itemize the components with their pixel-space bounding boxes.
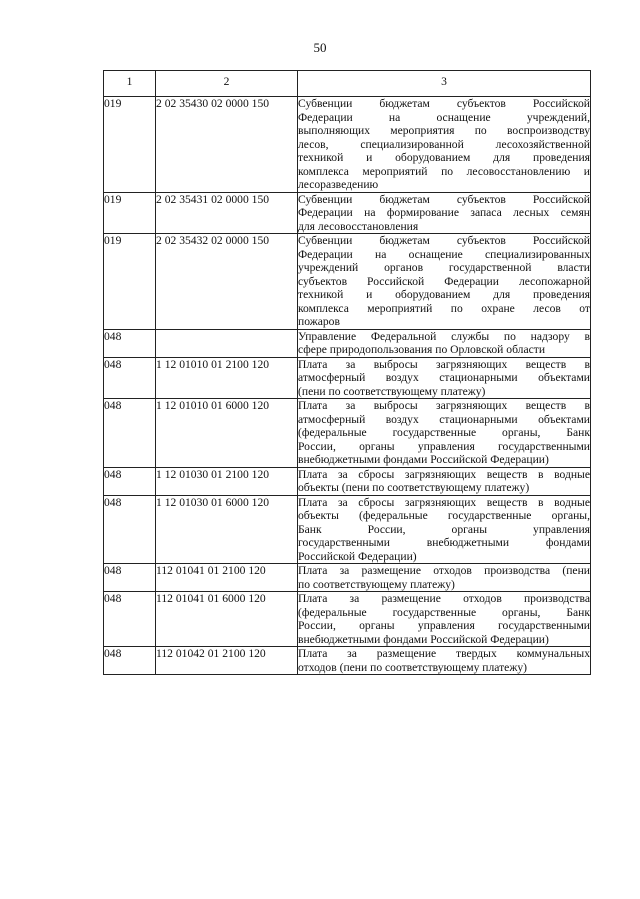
description-line: Плата за размещение отходов производства (298, 592, 590, 605)
description-line: (федеральные государственные органы, Банк (298, 605, 590, 619)
description-line: пожаров (298, 315, 340, 328)
description-line: России, органы управления государственными (298, 619, 590, 632)
budget-code-cell: 1 12 01010 01 2100 120 (156, 357, 298, 399)
description-cell (298, 329, 591, 357)
table-row (104, 234, 591, 330)
description-line: Субвенции бюджетам субъектов Российской (298, 192, 590, 206)
table-row (104, 564, 591, 592)
description-cell (298, 495, 591, 564)
description-line: Субвенции бюджетам субъектов Российской (298, 97, 590, 110)
admin-code-cell: 019 (104, 234, 156, 330)
budget-code-cell: 2 02 35432 02 0000 150 (156, 234, 298, 330)
description-line: государственными внебюджетными фондами (298, 536, 590, 549)
description-line: атмосферный воздух стационарными объектами (298, 412, 590, 426)
description-cell (298, 399, 591, 468)
description-line: лесоразведению (298, 178, 379, 191)
description-line: внебюджетными фондами Российской Федерации) (298, 632, 549, 646)
budget-code-cell: 2 02 35430 02 0000 150 (156, 97, 298, 193)
description-line: Федерации на оснащение учреждений, (298, 110, 590, 124)
admin-code-cell: 048 (104, 495, 156, 564)
description-line: отходов (пени по соответствующему платежу) (298, 660, 527, 674)
description-line: Российской Федерации) (298, 549, 417, 563)
description-line: комплекса мероприятий по охране лесов от (298, 301, 590, 315)
admin-code-cell: 048 (104, 564, 156, 592)
description-line: выполняющих мероприятия по воспроизводству (298, 124, 590, 137)
table-row (104, 592, 591, 647)
description-line: техникой и оборудованием для проведения (298, 288, 590, 301)
description-line: Плата за сбросы загрязняющих веществ в водные (298, 495, 590, 509)
description-cell (298, 564, 591, 592)
admin-code-cell: 048 (104, 357, 156, 399)
table-row (104, 467, 591, 495)
description-line: Плата за выбросы загрязняющих веществ в (298, 357, 590, 371)
description-line: России, органы управления государственными (298, 439, 590, 453)
description-line: Плата за выбросы загрязняющих веществ в (298, 399, 590, 412)
budget-code-cell: 1 12 01030 01 6000 120 (156, 495, 298, 564)
table-row (104, 192, 591, 234)
description-cell (298, 467, 591, 495)
admin-code-cell: 019 (104, 192, 156, 234)
description-cell (298, 192, 591, 234)
description-line: Субвенции бюджетам субъектов Российской (298, 234, 590, 247)
table-row (104, 329, 591, 357)
description-line: по соответствующему платежу) (298, 577, 455, 591)
table-body (104, 97, 591, 675)
description-line: для лесовосстановления (298, 219, 419, 233)
description-line: Федерации на формирование запаса лесных семян (298, 206, 590, 219)
description-cell (298, 97, 591, 193)
description-line: Плата за сбросы загрязняющих веществ в водные (298, 467, 590, 481)
description-line: внебюджетными фондами Российской Федерации) (298, 453, 549, 466)
description-cell (298, 357, 591, 399)
admin-code-cell: 019 (104, 97, 156, 193)
description-line: (федеральные государственные органы, Банк (298, 426, 590, 439)
description-line: субъектов Российской Федерации лесопожарной (298, 274, 590, 288)
revenue-codes-table (103, 70, 591, 675)
description-cell (298, 234, 591, 330)
description-line: объекты (пени по соответствующему платежу) (298, 481, 530, 494)
admin-code-cell: 048 (104, 592, 156, 647)
description-line: Федерации на оснащение специализированных (298, 247, 590, 261)
budget-code-cell: 112 01041 01 6000 120 (156, 592, 298, 647)
admin-code-cell: 048 (104, 467, 156, 495)
description-line: учреждений органов государственной власти (298, 261, 590, 274)
description-line: сфере природопользования по Орловской области (298, 343, 546, 356)
budget-code-cell: 2 02 35431 02 0000 150 (156, 192, 298, 234)
table-row (104, 399, 591, 468)
description-line: объекты (федеральные государственные органы, (298, 509, 590, 522)
budget-code-cell: 112 01041 01 2100 120 (156, 564, 298, 592)
description-line: Управление Федеральной службы по надзору в (298, 329, 590, 343)
table-header-row (104, 71, 591, 97)
page-number: 50 (313, 40, 327, 55)
budget-code-cell: 112 01042 01 2100 120 (156, 647, 298, 675)
column-header-1: 1 (104, 71, 156, 97)
budget-code-cell (156, 329, 298, 357)
description-line: техникой и оборудованием для проведения (298, 151, 590, 164)
admin-code-cell: 048 (104, 647, 156, 675)
description-line: Плата за размещение твердых коммунальных (298, 647, 590, 660)
budget-code-cell: 1 12 01010 01 6000 120 (156, 399, 298, 468)
description-cell (298, 592, 591, 647)
column-header-3: 3 (298, 71, 591, 97)
admin-code-cell: 048 (104, 329, 156, 357)
description-line: лесов, специализированной лесохозяйственной (298, 137, 590, 151)
table-row (104, 647, 591, 675)
table-row (104, 97, 591, 193)
description-line: (пени по соответствующему платежу) (298, 384, 486, 398)
budget-code-cell: 1 12 01030 01 2100 120 (156, 467, 298, 495)
table-row (104, 495, 591, 564)
table-row (104, 357, 591, 399)
description-cell (298, 647, 591, 675)
admin-code-cell: 048 (104, 399, 156, 468)
description-line: комплекса мероприятий по лесовосстановлению и (298, 164, 590, 178)
description-line: Банк России, органы управления (298, 522, 590, 536)
description-line: Плата за размещение отходов производства (пени (298, 564, 590, 577)
column-header-2: 2 (156, 71, 298, 97)
description-line: атмосферный воздух стационарными объектами (298, 371, 590, 384)
